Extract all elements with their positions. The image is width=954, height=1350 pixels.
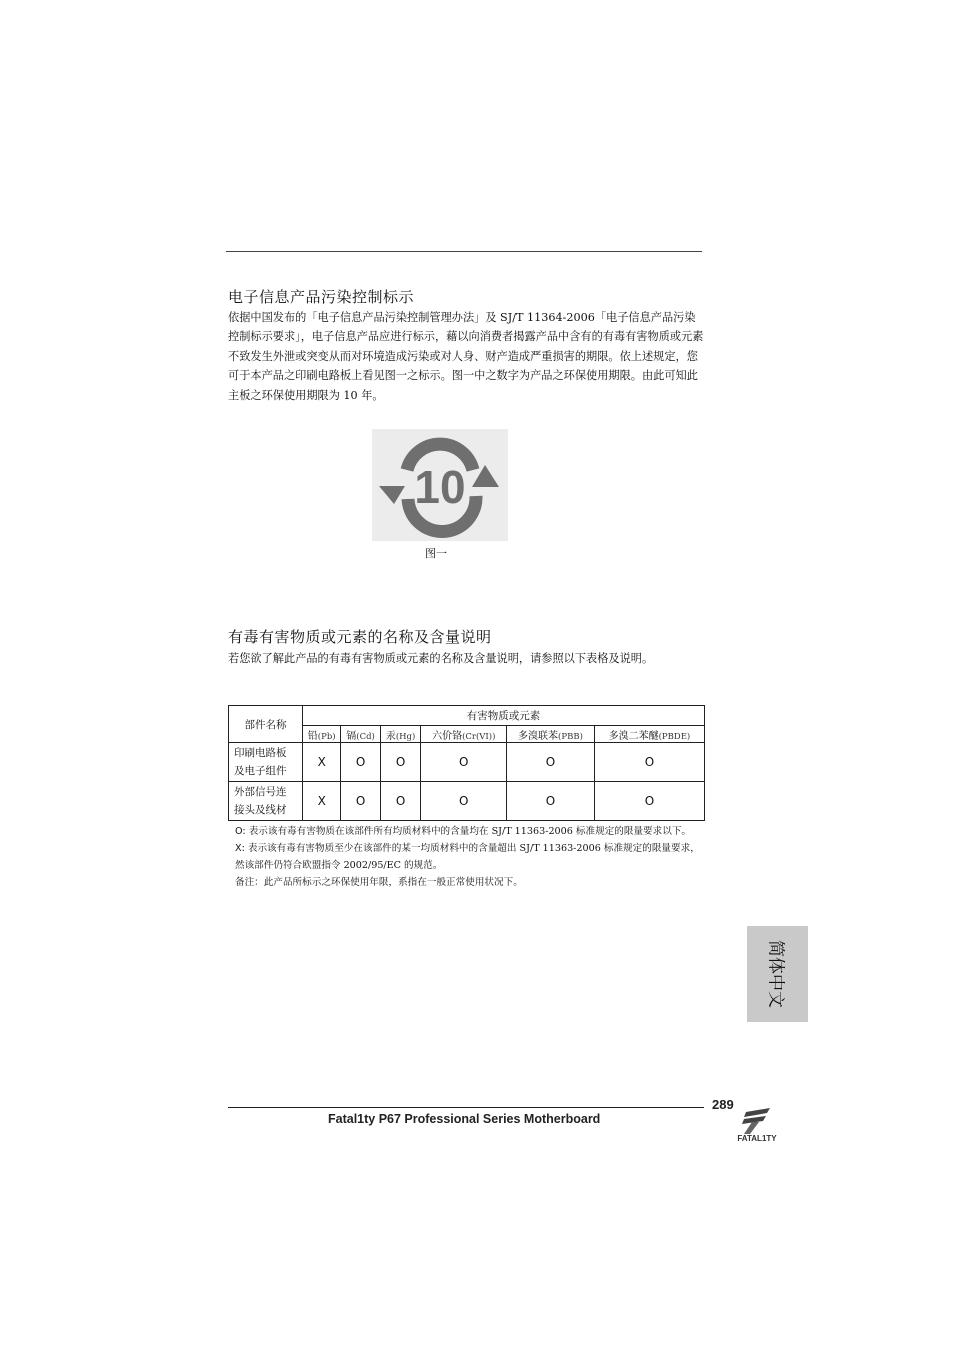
table-cell: O — [421, 743, 507, 782]
language-tab-label: 简体中文 — [765, 940, 785, 1008]
table-notes — [235, 823, 705, 891]
language-tab — [747, 926, 808, 1022]
note-x: X: 表示该有毒有害物质至少在该部件的某一均质材料中的含量超出 SJ/T 11363-2006 标准规定的限量要求，然该部件仍符合欧盟指令 2002/95/EC 的规范。 — [235, 843, 700, 871]
column-header-pbb: 多溴联苯(PBB) — [507, 726, 595, 743]
logo-number: 10 — [414, 461, 466, 513]
page-number: 289 — [712, 1097, 734, 1112]
table-row — [229, 782, 705, 821]
section-body-hazardous-substances: 若您欲了解此产品的有毒有害物质或元素的名称及含量说明，请参照以下表格及说明。 — [228, 652, 654, 665]
table-header-row — [229, 706, 705, 726]
column-header-pbde: 多溴二苯醚(PBDE) — [594, 726, 704, 743]
table-cell: O — [594, 743, 704, 782]
section-title-pollution-mark: 电子信息产品污染控制标示 — [228, 288, 415, 306]
footer-title: Fatal1ty P67 Professional Series Motherboard — [328, 1112, 601, 1126]
table-cell: O — [594, 782, 704, 821]
table-cell: O — [507, 743, 595, 782]
substances-group-header: 有害物质或元素 — [303, 706, 705, 726]
fatal1ty-logo — [726, 1104, 788, 1144]
table-cell: X — [303, 782, 341, 821]
table-cell: O — [507, 782, 595, 821]
table-cell: O — [341, 743, 380, 782]
footer-rule — [228, 1107, 704, 1108]
figure-caption: 图一 — [425, 547, 447, 560]
fatal1ty-emblem-icon — [726, 1104, 788, 1144]
column-header-hg: 汞(Hg) — [380, 726, 421, 743]
environment-friendly-period-logo — [372, 429, 508, 541]
row-label: 外部信号连 接头及线材 — [229, 782, 303, 821]
table-cell: O — [341, 782, 380, 821]
table-cell: O — [421, 782, 507, 821]
row-label: 印刷电路板 及电子组件 — [229, 743, 303, 782]
column-header-cr6: 六价铬(Cr(VI)) — [421, 726, 507, 743]
column-header-pb: 铅(Pb) — [303, 726, 341, 743]
table-cell: O — [380, 743, 421, 782]
section-body-pollution-mark: 依据中国发布的「电子信息产品污染控制管理办法」及 SJ/T 11364-2006「电子信息产品污染控制标示要求」，电子信息产品应进行标示，藉以向消费者揭露产品中含有的有毒有害物质或元素不致发生外泄或突变从而对环境造成污染或对人身、财产造成严重损害的期限。依上述规定，您可于本产品之印刷电路板上看见图一之标示。图一中之数字为产品之环保使用期限。由此可知此主板之环保使用期限为 10 年。 — [228, 311, 704, 402]
table-cell: O — [380, 782, 421, 821]
note-o: O: 表示该有毒有害物质在该部件所有均质材料中的含量均在 SJ/T 11363-2006 标准规定的限量要求以下。 — [235, 826, 692, 837]
table-cell: X — [303, 743, 341, 782]
part-name-header: 部件名称 — [229, 706, 303, 743]
header-rule — [226, 251, 702, 252]
section-title-hazardous-substances: 有毒有害物质或元素的名称及含量说明 — [228, 628, 492, 646]
hazardous-substances-table — [228, 705, 705, 821]
column-header-cd: 镉(Cd) — [341, 726, 380, 743]
brand-wordmark: FATAL1TY — [737, 1134, 777, 1143]
recycle-10-icon — [372, 429, 508, 541]
table-row — [229, 743, 705, 782]
note-remark: 备注：此产品所标示之环保使用年限，系指在一般正常使用状况下。 — [235, 877, 523, 888]
